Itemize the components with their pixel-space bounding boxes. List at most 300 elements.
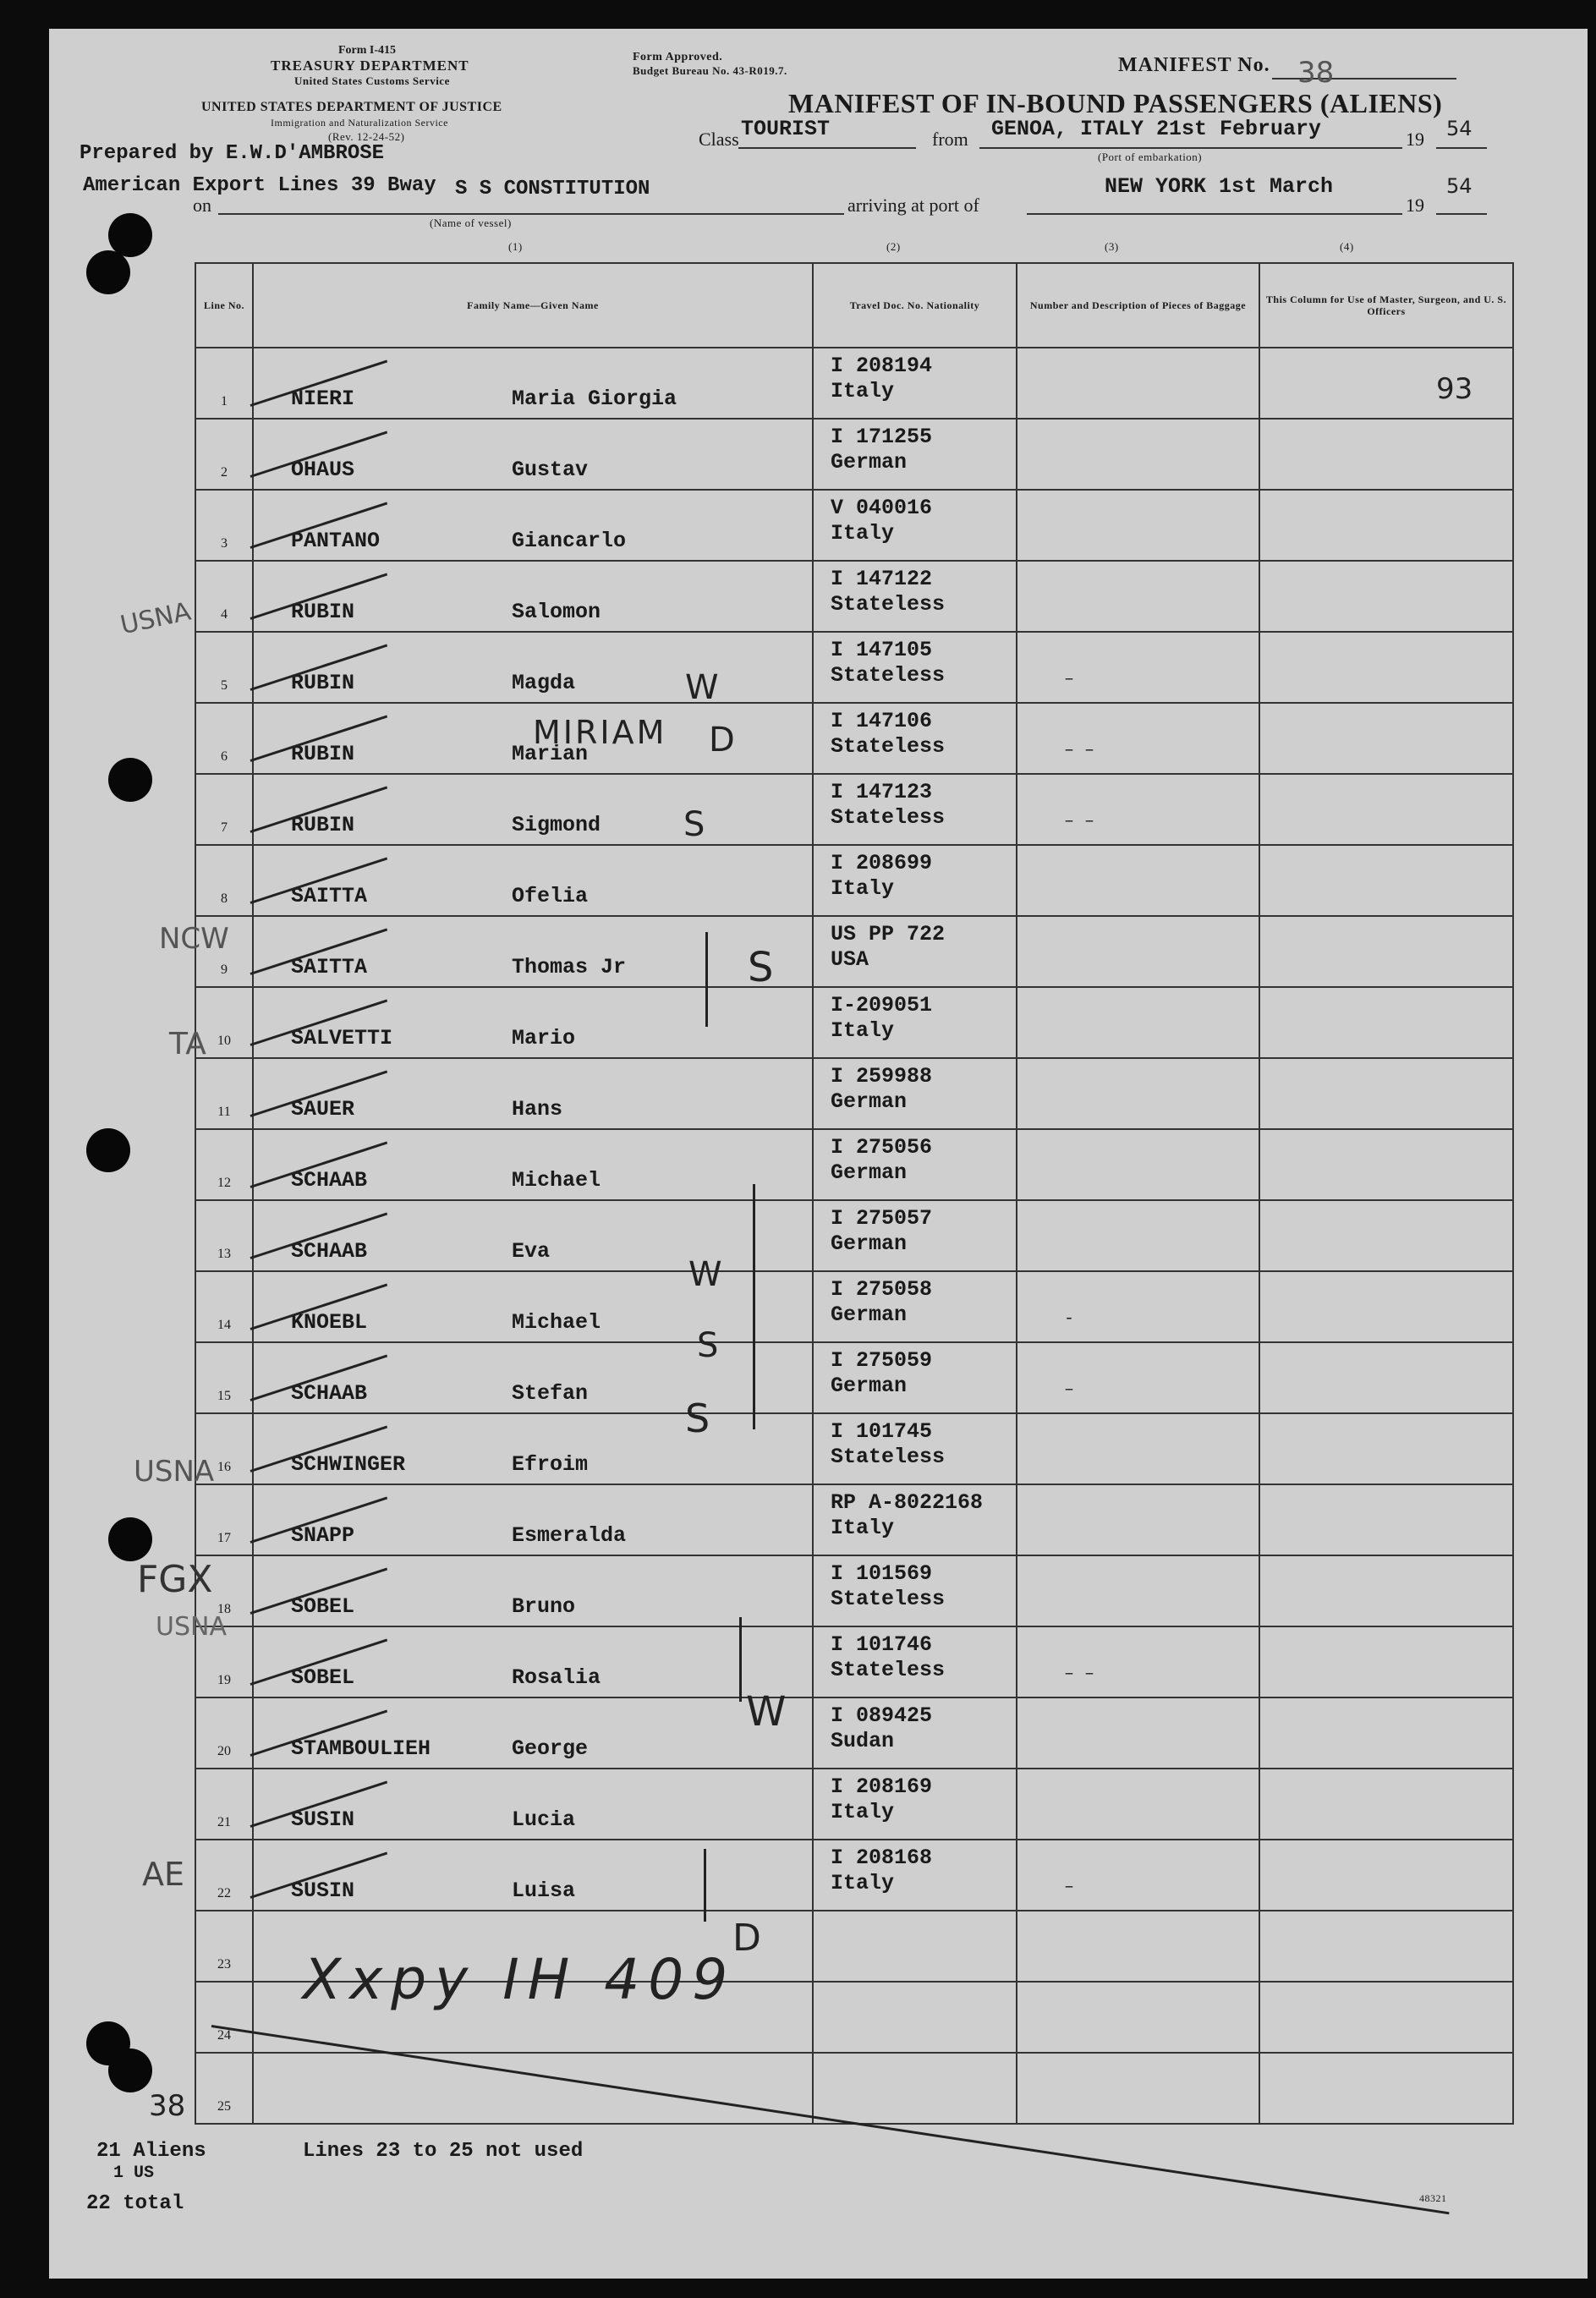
aliens-count: 21 Aliens (96, 2140, 206, 2163)
margin-code-4: USNA (134, 1455, 215, 1489)
travel-doc-number: I 147122 (831, 567, 933, 591)
travel-doc-cell (813, 561, 1017, 632)
port-embarkation-caption: (Port of embarkation) (1098, 151, 1203, 163)
baggage-cell (1017, 1555, 1259, 1626)
line-number-cell (195, 348, 253, 419)
baggage-cell (1017, 1271, 1259, 1342)
line-number-cell (195, 419, 253, 490)
travel-doc-cell (813, 1200, 1017, 1271)
officers-cell (1259, 348, 1513, 419)
year-prefix-2: 19 (1406, 195, 1424, 216)
year-prefix-1: 19 (1406, 129, 1424, 150)
nationality: Italy (831, 876, 895, 901)
year-1: 54 (1446, 117, 1473, 140)
line-number: 23 (217, 1957, 231, 1972)
officers-cell (1259, 632, 1513, 703)
baggage-cell (1017, 1982, 1259, 2053)
line-number: 1 (221, 394, 228, 409)
line-number-cell (195, 632, 253, 703)
vessel-name: S S CONSTITUTION (455, 178, 650, 200)
given-name: Marian (512, 742, 589, 766)
travel-doc-cell (813, 987, 1017, 1058)
name-cell (253, 1271, 813, 1342)
punch-hole (108, 758, 152, 802)
travel-doc-cell (813, 1982, 1017, 2053)
mark-knoebl: S (697, 1326, 719, 1365)
name-cell (253, 490, 813, 561)
family-name: PANTANO (291, 529, 381, 553)
officers-cell (1259, 1697, 1513, 1769)
officers-cell (1259, 1200, 1513, 1271)
punch-hole (86, 250, 130, 294)
name-cell (253, 1555, 813, 1626)
margin-code-2: NCW (159, 922, 229, 956)
table-row (195, 774, 1513, 845)
nationality: Stateless (831, 1587, 946, 1611)
ins: Immigration and Naturalization Service (271, 117, 448, 129)
line-number: 5 (221, 678, 228, 693)
header-line-no: Line No. (195, 263, 253, 348)
family-name: SCHAAB (291, 1381, 368, 1406)
travel-doc-number: I 275059 (831, 1348, 933, 1373)
officers-cell (1259, 987, 1513, 1058)
family-name: KNOEBL (291, 1310, 368, 1335)
family-name: SAITTA (291, 955, 368, 979)
travel-doc-cell (813, 1840, 1017, 1911)
officers-cell (1259, 1911, 1513, 1982)
year-2: 54 (1446, 174, 1473, 198)
travel-doc-cell (813, 490, 1017, 561)
family-name: SALVETTI (291, 1026, 393, 1050)
given-name: Thomas Jr (512, 955, 627, 979)
line-number: 3 (221, 536, 228, 551)
name-cell (253, 1840, 813, 1911)
line-number: 8 (221, 891, 228, 906)
line-number: 24 (217, 2028, 231, 2043)
table-row (195, 1840, 1513, 1911)
travel-doc-cell (813, 1342, 1017, 1413)
travel-doc-number: I-209051 (831, 993, 933, 1017)
travel-doc-cell (813, 1129, 1017, 1200)
travel-doc-number: I 147106 (831, 709, 933, 733)
line-number-cell (195, 1697, 253, 1769)
baggage-cell (1017, 419, 1259, 490)
line-number: 21 (217, 1815, 231, 1829)
baggage-cell (1017, 490, 1259, 561)
line-number-cell (195, 1840, 253, 1911)
nationality: Stateless (831, 663, 946, 688)
bracket-saitta (705, 932, 708, 1027)
table-row (195, 1058, 1513, 1129)
family-name: RUBIN (291, 600, 355, 624)
vessel-caption: (Name of vessel) (430, 217, 512, 229)
name-cell (253, 1413, 813, 1484)
family-name: SOBEL (291, 1594, 355, 1619)
line-number: 2 (221, 465, 228, 480)
line-number: 17 (217, 1531, 231, 1545)
col-num-3: (3) (1105, 240, 1119, 253)
punch-hole (108, 1517, 152, 1561)
nationality: Italy (831, 1516, 895, 1540)
travel-doc-number: I 101745 (831, 1419, 933, 1444)
table-row (195, 1271, 1513, 1342)
given-name: Salomon (512, 600, 601, 624)
table-row (195, 348, 1513, 419)
table-row (195, 1200, 1513, 1271)
travel-doc-cell (813, 1484, 1017, 1555)
line-number: 13 (217, 1247, 231, 1261)
nationality: Italy (831, 521, 895, 546)
given-name: Lucia (512, 1807, 576, 1832)
baggage-cell (1017, 987, 1259, 1058)
line-number: 6 (221, 749, 228, 764)
margin-code-5: FGX (137, 1558, 213, 1601)
line-number-cell (195, 1982, 253, 2053)
arriving-underline (1027, 213, 1402, 215)
given-name: Magda (512, 671, 576, 695)
travel-doc-cell (813, 845, 1017, 916)
table-row (195, 490, 1513, 561)
officers-cell (1259, 490, 1513, 561)
family-name: NIERI (291, 387, 355, 411)
baggage-cell (1017, 348, 1259, 419)
family-name: STAMBOULIEH (291, 1736, 431, 1761)
passenger-table (195, 262, 1514, 2125)
travel-doc-cell (813, 1626, 1017, 1697)
baggage-cell (1017, 2053, 1259, 2124)
officers-cell (1259, 1342, 1513, 1413)
punch-hole (108, 2048, 152, 2092)
line-number: 22 (217, 1886, 231, 1900)
baggage-value: – (1064, 1878, 1075, 1897)
family-name: SUSIN (291, 1807, 355, 1832)
given-name: Michael (512, 1310, 601, 1335)
nationality: Stateless (831, 734, 946, 759)
line-number-cell (195, 1342, 253, 1413)
baggage-cell (1017, 632, 1259, 703)
travel-doc-number: I 208168 (831, 1846, 933, 1870)
travel-doc-number: I 147123 (831, 780, 933, 804)
line-number: 16 (217, 1460, 231, 1474)
table-row (195, 1697, 1513, 1769)
nationality: German (831, 1089, 908, 1114)
us-count: 1 US (113, 2164, 155, 2183)
table-row (195, 561, 1513, 632)
officers-cell (1259, 1555, 1513, 1626)
total-count: 22 total (86, 2192, 184, 2215)
family-name: SCHAAB (291, 1168, 368, 1193)
col-num-4: (4) (1340, 240, 1354, 253)
mark-rosalia: W (746, 1688, 787, 1736)
handwritten-row23-scrawl: Xxpy IH 409 (303, 1947, 737, 2012)
given-name: Rosalia (512, 1665, 601, 1690)
baggage-value: - (1064, 1309, 1075, 1329)
travel-doc-number: V 040016 (831, 496, 933, 520)
given-name: Ofelia (512, 884, 589, 908)
given-name: Luisa (512, 1878, 576, 1903)
treasury-dept: TREASURY DEPARTMENT (271, 58, 469, 74)
family-name: SAITTA (291, 884, 368, 908)
nationality: Stateless (831, 1445, 946, 1469)
header-officers: This Column for Use of Master, Surgeon, and U. S. Officers (1259, 263, 1513, 348)
baggage-value: – – (1064, 812, 1095, 831)
baggage-value: – – (1064, 1665, 1095, 1684)
travel-doc-number: RP A-8022168 (831, 1490, 984, 1515)
officers-cell (1259, 916, 1513, 987)
nationality: Sudan (831, 1729, 895, 1753)
officers-cell (1259, 419, 1513, 490)
travel-doc-cell (813, 1911, 1017, 1982)
name-cell (253, 774, 813, 845)
given-name: Gustav (512, 458, 589, 482)
officers-cell (1259, 774, 1513, 845)
form-approved: Form Approved. (633, 51, 723, 63)
nationality: Italy (831, 379, 895, 403)
travel-doc-cell (813, 1769, 1017, 1840)
travel-doc-number: I 275058 (831, 1277, 933, 1302)
given-name: Bruno (512, 1594, 576, 1619)
year-1-underline (1436, 147, 1487, 149)
table-row (195, 703, 1513, 774)
line-number: 18 (217, 1602, 231, 1616)
given-name: Eva (512, 1239, 551, 1264)
form-number: Form I-415 (338, 44, 397, 57)
line-number: 10 (217, 1034, 231, 1048)
on-label: on (193, 195, 211, 216)
travel-doc-number: I 171255 (831, 425, 933, 449)
handwritten-miriam: MIRIAM (533, 714, 667, 751)
given-name: Michael (512, 1168, 601, 1193)
baggage-cell (1017, 1769, 1259, 1840)
line-number-cell (195, 845, 253, 916)
baggage-cell (1017, 1200, 1259, 1271)
line-number: 12 (217, 1176, 231, 1190)
table-row (195, 632, 1513, 703)
baggage-cell (1017, 845, 1259, 916)
nationality: German (831, 1374, 908, 1398)
officers-cell (1259, 703, 1513, 774)
given-name: Sigmond (512, 813, 601, 837)
header-baggage: Number and Description of Pieces of Baggage (1017, 263, 1259, 348)
officers-cell (1259, 1058, 1513, 1129)
given-name: Esmeralda (512, 1523, 627, 1548)
nationality: Italy (831, 1018, 895, 1043)
line-number: 7 (221, 820, 228, 835)
travel-doc-cell (813, 1271, 1017, 1342)
given-name: Giancarlo (512, 529, 627, 553)
nationality: Stateless (831, 1658, 946, 1682)
officer-note: 93 (1436, 372, 1473, 406)
table-row (195, 916, 1513, 987)
class-label: Class (699, 129, 739, 150)
margin-code-1: USNA (118, 596, 194, 641)
baggage-value: – (1064, 670, 1075, 689)
table-body (195, 348, 1513, 2124)
line-number-cell (195, 1058, 253, 1129)
travel-doc-cell (813, 2053, 1017, 2124)
nationality: USA (831, 947, 869, 972)
baggage-cell (1017, 1058, 1259, 1129)
handwritten-page-38: 38 (149, 2089, 186, 2123)
mark-saitta: S (748, 944, 774, 991)
table-row (195, 419, 1513, 490)
family-name: OHAUS (291, 458, 355, 482)
baggage-cell (1017, 1342, 1259, 1413)
family-name: SAUER (291, 1097, 355, 1122)
bracket-susin (704, 1849, 706, 1922)
travel-doc-number: I 147105 (831, 638, 933, 662)
nationality: German (831, 1231, 908, 1256)
baggage-value: – (1064, 1380, 1075, 1400)
line-number: 19 (217, 1673, 231, 1687)
travel-doc-number: I 208699 (831, 851, 933, 875)
name-cell (253, 1697, 813, 1769)
table-row (195, 2053, 1513, 2124)
name-cell (253, 1484, 813, 1555)
nationality: German (831, 450, 908, 474)
baggage-cell (1017, 561, 1259, 632)
customs-service: United States Customs Service (294, 74, 450, 87)
table-row (195, 1769, 1513, 1840)
budget-bureau: Budget Bureau No. 43-R019.7. (633, 64, 787, 77)
name-cell (253, 1626, 813, 1697)
justice-dept: UNITED STATES DEPARTMENT OF JUSTICE (201, 100, 502, 114)
line-number: 4 (221, 607, 228, 622)
manifest-no-value: 38 (1297, 56, 1335, 90)
table-row (195, 845, 1513, 916)
line-number-cell (195, 1911, 253, 1982)
nationality: Italy (831, 1871, 895, 1895)
nationality: Italy (831, 1800, 895, 1824)
baggage-cell (1017, 1840, 1259, 1911)
family-name: RUBIN (291, 671, 355, 695)
table-row (195, 1484, 1513, 1555)
name-cell (253, 632, 813, 703)
baggage-cell (1017, 1413, 1259, 1484)
header-name: Family Name—Given Name (253, 263, 813, 348)
line-number: 15 (217, 1389, 231, 1403)
from-underline (979, 147, 1402, 149)
line-number-cell (195, 1129, 253, 1200)
line-number-cell (195, 1484, 253, 1555)
arriving-label: arriving at port of (847, 195, 979, 216)
mark-luisa: D (732, 1917, 761, 1960)
line-number-cell (195, 703, 253, 774)
name-cell (253, 916, 813, 987)
officers-cell (1259, 1626, 1513, 1697)
travel-doc-cell (813, 419, 1017, 490)
line-number: 20 (217, 1744, 231, 1758)
name-cell (253, 1129, 813, 1200)
baggage-cell (1017, 1697, 1259, 1769)
family-name: SCHAAB (291, 1239, 368, 1264)
travel-doc-cell (813, 774, 1017, 845)
manifest-title: MANIFEST OF IN-BOUND PASSENGERS (ALIENS) (788, 88, 1443, 118)
nationality: Stateless (831, 592, 946, 617)
given-name: Maria Giorgia (512, 387, 677, 411)
name-cell (253, 2053, 813, 2124)
name-cell (253, 1200, 813, 1271)
name-cell (253, 1769, 813, 1840)
line-number: 9 (221, 963, 228, 977)
punch-hole (86, 1128, 130, 1172)
name-cell (253, 1342, 813, 1413)
from-value: GENOA, ITALY 21st February (991, 117, 1322, 141)
margin-code-6: USNA (156, 1612, 227, 1642)
travel-doc-cell (813, 1058, 1017, 1129)
manifest-no-label: MANIFEST No. (1118, 54, 1270, 76)
officers-cell (1259, 1271, 1513, 1342)
travel-doc-number: I 101746 (831, 1632, 933, 1657)
family-name: RUBIN (291, 813, 355, 837)
line-number-cell (195, 774, 253, 845)
officers-cell (1259, 1413, 1513, 1484)
line-number-cell (195, 1769, 253, 1840)
family-name: RUBIN (291, 742, 355, 766)
mark-marian: D (709, 721, 735, 760)
nationality: German (831, 1160, 908, 1185)
travel-doc-number: I 101569 (831, 1561, 933, 1586)
officers-cell (1259, 845, 1513, 916)
name-cell (253, 1058, 813, 1129)
baggage-cell (1017, 774, 1259, 845)
given-name: Efroim (512, 1452, 589, 1477)
table-row (195, 1129, 1513, 1200)
from-label: from (932, 129, 968, 150)
table-row (195, 1413, 1513, 1484)
baggage-value: – – (1064, 741, 1095, 760)
line-number-cell (195, 490, 253, 561)
officers-cell (1259, 1982, 1513, 2053)
margin-code-3: TA (169, 1027, 206, 1061)
family-name: SCHWINGER (291, 1452, 406, 1477)
family-name: SUSIN (291, 1878, 355, 1903)
line-number-cell (195, 2053, 253, 2124)
nationality: Stateless (831, 805, 946, 830)
given-name: Mario (512, 1026, 576, 1050)
table-row (195, 1555, 1513, 1626)
bracket-sobel (739, 1617, 742, 1702)
lines-not-used: Lines 23 to 25 not used (303, 2140, 584, 2163)
name-cell (253, 419, 813, 490)
punch-hole (108, 213, 152, 257)
class-underline (738, 147, 916, 149)
baggage-cell (1017, 1484, 1259, 1555)
table-header-row (195, 263, 1513, 348)
family-name: SOBEL (291, 1665, 355, 1690)
travel-doc-cell (813, 1555, 1017, 1626)
travel-doc-cell (813, 703, 1017, 774)
travel-doc-cell (813, 1413, 1017, 1484)
year-2-underline (1436, 213, 1487, 215)
mark-magda: W (685, 668, 719, 707)
line-number-cell (195, 1271, 253, 1342)
bracket-schaab (753, 1184, 755, 1429)
given-name: Hans (512, 1097, 563, 1122)
col-num-1: (1) (508, 240, 523, 253)
line-number: 25 (217, 2099, 231, 2114)
travel-doc-number: I 275056 (831, 1135, 933, 1160)
travel-doc-number: I 259988 (831, 1064, 933, 1089)
mark-sigmond: S (683, 805, 705, 844)
travel-doc-number: US PP 722 (831, 922, 946, 946)
agent-line: American Export Lines 39 Bway (83, 174, 436, 197)
vessel-underline (218, 213, 844, 215)
officers-cell (1259, 561, 1513, 632)
baggage-cell (1017, 703, 1259, 774)
name-cell (253, 561, 813, 632)
table-row (195, 1626, 1513, 1697)
